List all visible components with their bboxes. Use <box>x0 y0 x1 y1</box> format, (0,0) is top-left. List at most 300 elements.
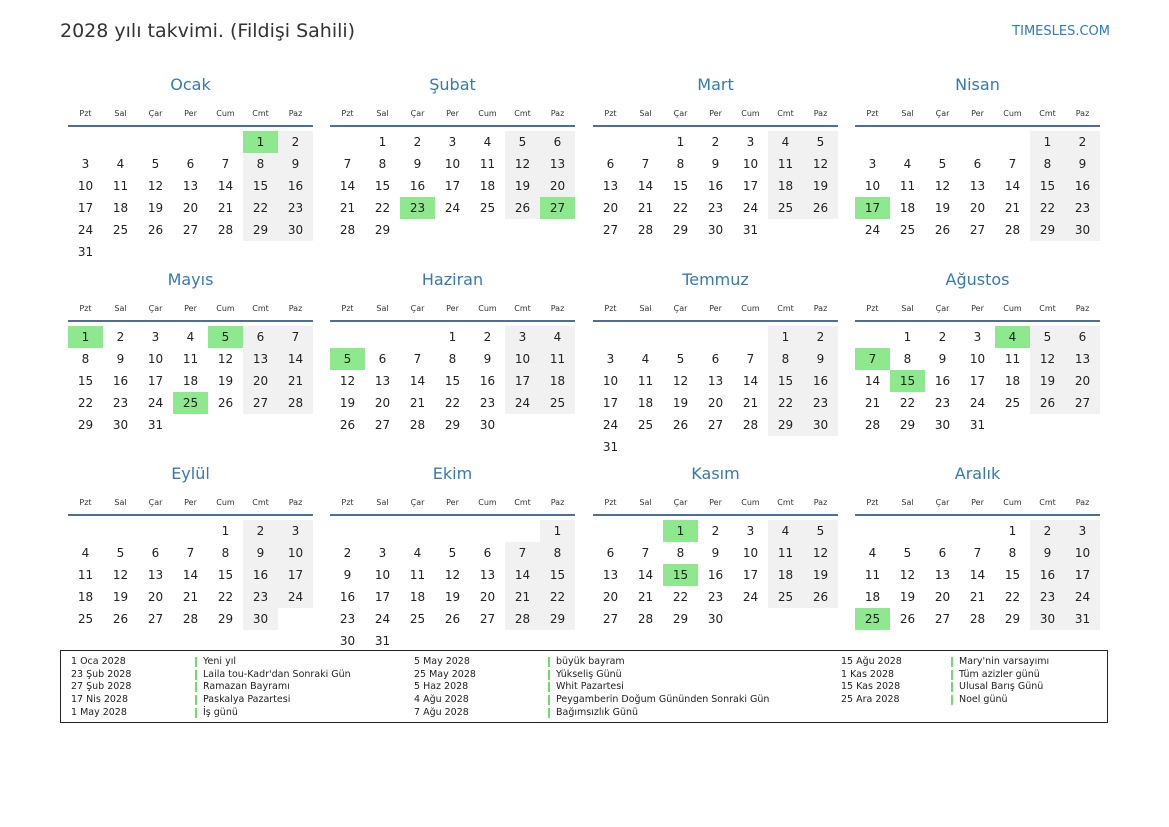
day-cell: 20 <box>182 201 199 215</box>
day-cell: 25 <box>637 418 654 432</box>
day-cell: 4 <box>903 157 912 171</box>
day-cell: 6 <box>606 157 615 171</box>
holiday-marker <box>195 670 197 680</box>
day-cell: 1 <box>378 135 387 149</box>
header-divider <box>593 125 838 127</box>
day-cell: 20 <box>602 201 619 215</box>
day-cell: 16 <box>934 374 951 388</box>
day-cell: 3 <box>746 524 755 538</box>
day-cell: 2 <box>803 326 838 348</box>
day-cell: 26 <box>672 418 689 432</box>
day-cell: 31 <box>77 245 94 259</box>
holiday-marker <box>548 682 550 692</box>
day-cell: 20 <box>969 201 986 215</box>
day-cell: 26 <box>934 223 951 237</box>
day-cell: 21 <box>742 396 759 410</box>
day-cell: 24 <box>505 392 540 414</box>
day-cell: 16 <box>707 568 724 582</box>
day-cell: 11 <box>112 179 129 193</box>
holiday-name: Bağımsızlık Günü <box>556 706 639 718</box>
month-name: Eylül <box>171 464 210 483</box>
holiday-marker <box>951 670 953 680</box>
day-cell: 10 <box>742 546 759 560</box>
day-cell: 2 <box>483 330 492 344</box>
weekday-label: Pzt <box>604 498 617 507</box>
weekday-label: Çar <box>148 304 163 313</box>
day-cell: 21 <box>182 590 199 604</box>
day-cell: 16 <box>243 564 278 586</box>
day-cell: 4 <box>116 157 125 171</box>
day-cell: 30 <box>112 418 129 432</box>
day-cell: 9 <box>243 542 278 564</box>
holiday-date: 1 Oca 2028 <box>71 656 126 667</box>
day-cell: 8 <box>448 352 457 366</box>
day-cell: 24 <box>742 201 759 215</box>
day-cell: 28 <box>864 418 881 432</box>
header-divider <box>855 125 1100 127</box>
site-link[interactable]: TIMESLES.COM <box>1012 24 1110 39</box>
day-cell: 17 <box>1065 564 1100 586</box>
day-cell: 2 <box>938 330 947 344</box>
day-cell: 25 <box>768 586 803 608</box>
weekday-label: Cum <box>216 109 235 118</box>
weekday-header <box>330 498 575 512</box>
day-cell: 19 <box>803 175 838 197</box>
weekday-label: Çar <box>673 109 688 118</box>
day-cell: 20 <box>243 370 278 392</box>
day-cell: 25 <box>77 612 94 626</box>
day-cell: 11 <box>540 348 575 370</box>
day-cell: 9 <box>343 568 352 582</box>
day-cell: 12 <box>934 179 951 193</box>
day-cell: 17 <box>855 197 890 219</box>
weekday-label: Cum <box>478 498 497 507</box>
day-cell: 27 <box>602 223 619 237</box>
day-cell: 22 <box>672 201 689 215</box>
day-cell: 13 <box>182 179 199 193</box>
month-name: Mayıs <box>167 270 214 289</box>
day-cell: 18 <box>864 590 881 604</box>
weekday-label: Sal <box>376 498 389 507</box>
day-cell: 13 <box>479 568 496 582</box>
day-cell: 20 <box>479 590 496 604</box>
weekday-label: Cum <box>478 304 497 313</box>
day-cell: 21 <box>637 590 654 604</box>
day-cell: 31 <box>374 634 391 648</box>
day-cell: 30 <box>1030 608 1065 630</box>
weekday-label: Sal <box>639 109 652 118</box>
day-cell: 14 <box>278 348 313 370</box>
day-cell: 28 <box>339 223 356 237</box>
day-cell: 22 <box>899 396 916 410</box>
day-cell: 2 <box>243 520 278 542</box>
header-divider <box>68 320 313 322</box>
holiday-legend <box>60 650 1108 723</box>
day-cell: 16 <box>803 370 838 392</box>
day-cell: 23 <box>1065 197 1100 219</box>
day-cell: 14 <box>339 179 356 193</box>
month-name: Mart <box>697 75 734 94</box>
day-cell: 19 <box>672 396 689 410</box>
day-cell: 12 <box>217 352 234 366</box>
holiday-name: Mary'nin varsayımı <box>959 656 1050 667</box>
weekday-label: Paz <box>1075 109 1090 118</box>
day-cell: 7 <box>343 157 352 171</box>
day-cell: 20 <box>374 396 391 410</box>
day-cell: 10 <box>505 348 540 370</box>
header-divider <box>855 320 1100 322</box>
month-name: Ocak <box>170 75 211 94</box>
day-cell: 16 <box>409 179 426 193</box>
day-cell: 14 <box>182 568 199 582</box>
day-cell: 12 <box>339 374 356 388</box>
day-cell: 30 <box>479 418 496 432</box>
day-cell: 10 <box>278 542 313 564</box>
day-cell: 30 <box>243 608 278 630</box>
weekday-label: Sal <box>376 304 389 313</box>
weekday-label: Çar <box>148 498 163 507</box>
day-cell: 3 <box>606 352 615 366</box>
weekday-label: Çar <box>935 304 950 313</box>
day-cell: 1 <box>1008 524 1017 538</box>
day-cell: 8 <box>221 546 230 560</box>
day-cell: 4 <box>995 326 1030 348</box>
holiday-name: Noel günü <box>959 694 1008 706</box>
day-cell: 21 <box>969 590 986 604</box>
day-cell: 12 <box>444 568 461 582</box>
holiday-date: 17 Nis 2028 <box>71 694 128 706</box>
day-cell: 30 <box>707 612 724 626</box>
day-cell: 20 <box>602 590 619 604</box>
day-cell: 11 <box>182 352 199 366</box>
day-cell: 24 <box>77 223 94 237</box>
month-name: Haziran <box>421 270 484 289</box>
day-cell: 16 <box>112 374 129 388</box>
day-cell: 6 <box>151 546 160 560</box>
day-cell: 7 <box>413 352 422 366</box>
day-cell: 7 <box>746 352 755 366</box>
holiday-name: Ulusal Barış Günü <box>959 681 1044 693</box>
day-cell: 22 <box>243 197 278 219</box>
day-cell: 2 <box>1030 520 1065 542</box>
day-cell: 26 <box>217 396 234 410</box>
day-cell: 26 <box>147 223 164 237</box>
day-cell: 15 <box>672 179 689 193</box>
day-cell: 10 <box>147 352 164 366</box>
day-cell: 15 <box>1004 568 1021 582</box>
day-cell: 20 <box>707 396 724 410</box>
day-cell: 25 <box>1004 396 1021 410</box>
weekday-label: Paz <box>813 498 828 507</box>
weekday-label: Sal <box>376 109 389 118</box>
day-cell: 26 <box>803 586 838 608</box>
day-cell: 25 <box>899 223 916 237</box>
header-divider <box>593 514 838 516</box>
header-divider <box>330 514 575 516</box>
day-cell: 30 <box>707 223 724 237</box>
day-cell: 10 <box>864 179 881 193</box>
holiday-name: Yeni yıl <box>203 656 236 667</box>
day-cell: 25 <box>173 392 208 414</box>
day-cell: 7 <box>221 157 230 171</box>
day-cell: 26 <box>899 612 916 626</box>
day-cell: 21 <box>864 396 881 410</box>
holiday-name: Peygamberin Doğum Gününden Sonraki Gün <box>556 694 770 706</box>
weekday-label: Per <box>709 304 722 313</box>
day-cell: 28 <box>1004 223 1021 237</box>
weekday-label: Per <box>184 498 197 507</box>
day-cell: 20 <box>934 590 951 604</box>
weekday-label: Çar <box>410 498 425 507</box>
day-cell: 26 <box>444 612 461 626</box>
weekday-label: Paz <box>1075 304 1090 313</box>
day-cell: 8 <box>540 542 575 564</box>
holiday-date: 1 Kas 2028 <box>841 668 895 680</box>
day-cell: 19 <box>339 396 356 410</box>
weekday-label: Cum <box>741 109 760 118</box>
weekday-label: Pzt <box>341 304 354 313</box>
weekday-label: Cum <box>1003 304 1022 313</box>
month-name: Ekim <box>432 464 473 483</box>
weekday-label: Cmt <box>777 304 794 313</box>
weekday-label: Cmt <box>514 498 531 507</box>
day-cell: 23 <box>707 590 724 604</box>
day-cell: 12 <box>803 542 838 564</box>
day-cell: 3 <box>1065 520 1100 542</box>
day-cell: 15 <box>540 564 575 586</box>
day-cell: 1 <box>68 326 103 348</box>
day-cell: 29 <box>217 612 234 626</box>
day-cell: 27 <box>602 612 619 626</box>
day-cell: 25 <box>768 197 803 219</box>
day-cell: 11 <box>77 568 94 582</box>
weekday-label: Paz <box>288 498 303 507</box>
header-divider <box>68 514 313 516</box>
day-cell: 9 <box>711 546 720 560</box>
day-cell: 8 <box>243 153 278 175</box>
day-cell: 27 <box>374 418 391 432</box>
day-cell: 15 <box>243 175 278 197</box>
weekday-header <box>68 109 313 123</box>
day-cell: 10 <box>374 568 391 582</box>
day-cell: 22 <box>374 201 391 215</box>
day-cell: 6 <box>378 352 387 366</box>
day-cell: 28 <box>409 418 426 432</box>
weekday-label: Pzt <box>79 304 92 313</box>
day-cell: 31 <box>602 440 619 454</box>
day-cell: 10 <box>77 179 94 193</box>
holiday-name: büyük bayram <box>556 656 625 667</box>
day-cell: 12 <box>672 374 689 388</box>
day-cell: 3 <box>278 520 313 542</box>
weekday-label: Sal <box>114 109 127 118</box>
weekday-header <box>855 109 1100 123</box>
day-cell: 14 <box>637 568 654 582</box>
day-cell: 26 <box>1030 392 1065 414</box>
day-cell: 8 <box>903 352 912 366</box>
day-cell: 19 <box>899 590 916 604</box>
day-cell: 13 <box>969 179 986 193</box>
day-cell: 27 <box>182 223 199 237</box>
day-cell: 29 <box>672 612 689 626</box>
day-cell: 18 <box>768 564 803 586</box>
day-cell: 17 <box>505 370 540 392</box>
holiday-date: 25 Ara 2028 <box>841 694 900 706</box>
day-cell: 8 <box>1008 546 1017 560</box>
day-cell: 29 <box>374 223 391 237</box>
weekday-label: Sal <box>114 498 127 507</box>
day-cell: 26 <box>803 197 838 219</box>
day-cell: 9 <box>1065 153 1100 175</box>
month-name: Kasım <box>691 464 740 483</box>
day-cell: 19 <box>505 175 540 197</box>
day-cell: 11 <box>899 179 916 193</box>
day-cell: 22 <box>77 396 94 410</box>
day-cell: 4 <box>483 135 492 149</box>
day-cell: 30 <box>278 219 313 241</box>
weekday-label: Per <box>446 498 459 507</box>
weekday-label: Cmt <box>252 498 269 507</box>
day-cell: 4 <box>868 546 877 560</box>
day-cell: 29 <box>540 608 575 630</box>
weekday-header <box>330 109 575 123</box>
day-cell: 4 <box>413 546 422 560</box>
day-cell: 8 <box>378 157 387 171</box>
day-cell: 19 <box>934 201 951 215</box>
weekday-label: Paz <box>813 109 828 118</box>
day-cell: 15 <box>1030 175 1065 197</box>
day-cell: 6 <box>938 546 947 560</box>
day-cell: 2 <box>1065 131 1100 153</box>
holiday-date: 15 Ağu 2028 <box>841 656 902 667</box>
day-cell: 11 <box>409 568 426 582</box>
holiday-marker <box>951 682 953 692</box>
day-cell: 2 <box>413 135 422 149</box>
day-cell: 4 <box>186 330 195 344</box>
day-cell: 30 <box>1065 219 1100 241</box>
day-cell: 8 <box>768 348 803 370</box>
day-cell: 18 <box>637 396 654 410</box>
day-cell: 27 <box>1065 392 1100 414</box>
day-cell: 27 <box>479 612 496 626</box>
holiday-name: Laila tou-Kadr'dan Sonraki Gün <box>203 668 351 680</box>
holiday-date: 23 Şub 2028 <box>71 668 132 680</box>
day-cell: 12 <box>899 568 916 582</box>
day-cell: 18 <box>112 201 129 215</box>
day-cell: 5 <box>505 131 540 153</box>
day-cell: 9 <box>116 352 125 366</box>
weekday-label: Cum <box>741 498 760 507</box>
day-cell: 5 <box>448 546 457 560</box>
day-cell: 19 <box>217 374 234 388</box>
day-cell: 20 <box>540 175 575 197</box>
day-cell: 28 <box>217 223 234 237</box>
day-cell: 4 <box>641 352 650 366</box>
day-cell: 23 <box>243 586 278 608</box>
holiday-marker <box>195 708 197 718</box>
day-cell: 13 <box>602 568 619 582</box>
weekday-label: Cmt <box>252 109 269 118</box>
weekday-label: Pzt <box>341 109 354 118</box>
day-cell: 11 <box>1004 352 1021 366</box>
day-cell: 13 <box>147 568 164 582</box>
weekday-label: Paz <box>288 304 303 313</box>
day-cell: 23 <box>112 396 129 410</box>
day-cell: 25 <box>479 201 496 215</box>
day-cell: 17 <box>969 374 986 388</box>
day-cell: 11 <box>479 157 496 171</box>
weekday-label: Cmt <box>1039 109 1056 118</box>
holiday-marker <box>548 670 550 680</box>
day-cell: 25 <box>112 223 129 237</box>
day-cell: 16 <box>707 179 724 193</box>
month-name: Nisan <box>955 75 1000 94</box>
day-cell: 10 <box>969 352 986 366</box>
day-cell: 22 <box>217 590 234 604</box>
holiday-date: 25 May 2028 <box>414 668 476 680</box>
day-cell: 3 <box>378 546 387 560</box>
day-cell: 22 <box>768 392 803 414</box>
day-cell: 6 <box>483 546 492 560</box>
weekday-label: Sal <box>639 304 652 313</box>
day-cell: 1 <box>243 131 278 153</box>
weekday-label: Pzt <box>866 498 879 507</box>
day-cell: 3 <box>448 135 457 149</box>
day-cell: 18 <box>409 590 426 604</box>
day-cell: 24 <box>602 418 619 432</box>
day-cell: 16 <box>339 590 356 604</box>
day-cell: 15 <box>768 370 803 392</box>
weekday-label: Per <box>971 498 984 507</box>
weekday-label: Cum <box>478 109 497 118</box>
day-cell: 19 <box>1030 370 1065 392</box>
day-cell: 19 <box>147 201 164 215</box>
weekday-label: Per <box>184 109 197 118</box>
day-cell: 1 <box>448 330 457 344</box>
holiday-date: 15 Kas 2028 <box>841 681 901 693</box>
day-cell: 1 <box>540 520 575 542</box>
day-cell: 24 <box>444 201 461 215</box>
weekday-header <box>68 498 313 512</box>
day-cell: 22 <box>1030 197 1065 219</box>
weekday-label: Çar <box>410 304 425 313</box>
day-cell: 29 <box>768 414 803 436</box>
holiday-date: 5 May 2028 <box>414 656 470 667</box>
day-cell: 11 <box>864 568 881 582</box>
day-cell: 31 <box>969 418 986 432</box>
weekday-label: Çar <box>148 109 163 118</box>
holiday-date: 4 Ağu 2028 <box>414 694 469 706</box>
weekday-label: Çar <box>673 304 688 313</box>
month-name: Ağustos <box>945 270 1010 289</box>
header-divider <box>330 320 575 322</box>
day-cell: 30 <box>339 634 356 648</box>
day-cell: 21 <box>339 201 356 215</box>
page-title: 2028 yılı takvimi. (Fildişi Sahili) <box>60 20 356 42</box>
day-cell: 24 <box>742 590 759 604</box>
day-cell: 8 <box>1030 153 1065 175</box>
day-cell: 10 <box>444 157 461 171</box>
day-cell: 10 <box>742 157 759 171</box>
day-cell: 24 <box>278 586 313 608</box>
day-cell: 14 <box>1004 179 1021 193</box>
day-cell: 10 <box>602 374 619 388</box>
day-cell: 29 <box>1004 612 1021 626</box>
day-cell: 12 <box>112 568 129 582</box>
day-cell: 17 <box>147 374 164 388</box>
day-cell: 1 <box>768 326 803 348</box>
day-cell: 18 <box>540 370 575 392</box>
